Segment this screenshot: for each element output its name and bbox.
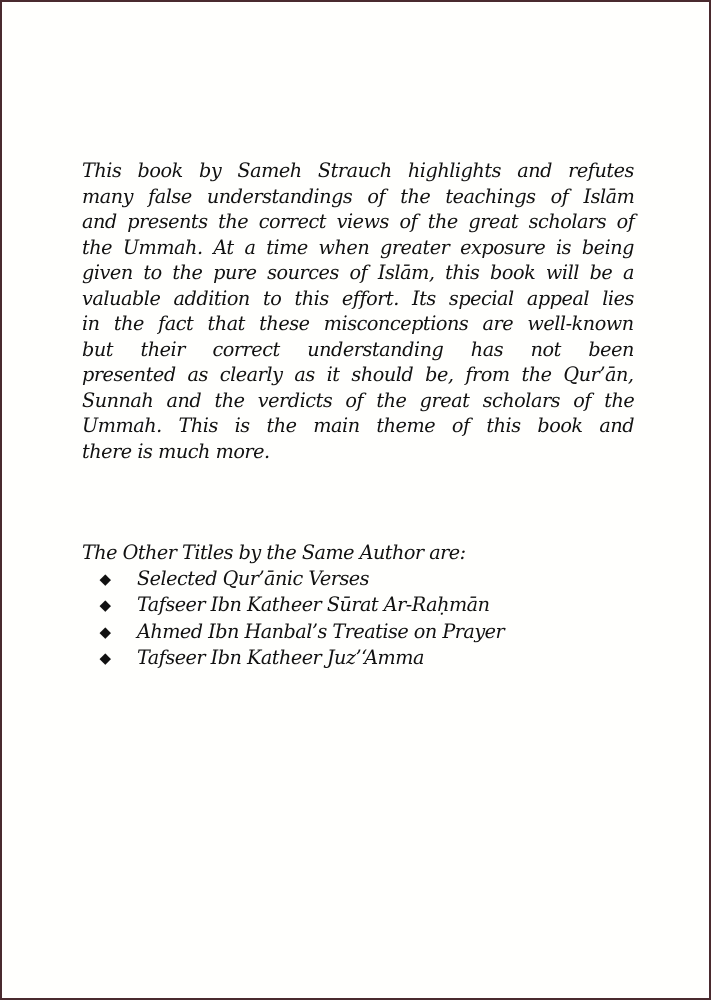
title-list-item [98, 566, 504, 592]
other-titles-heading: The Other Titles by the Same Author are: [82, 541, 466, 564]
description-line: many false understandings of the teachings of Islām [82, 184, 635, 208]
title-list-item [98, 619, 504, 645]
description-line: the Ummah. At a time when greater exposure is being [82, 235, 635, 259]
description-line: valuable addition to this effort. Its special appeal lies [82, 286, 634, 310]
title-list-item [98, 645, 504, 671]
title-name: Tafseer Ibn Katheer Sūrat Ar-Raḥmān [137, 593, 490, 617]
book-description-paragraph [82, 158, 634, 464]
description-line: presented as clearly as it should be, from the Qur’ān, [82, 363, 634, 386]
diamond-bullet-icon: ◆ [99, 648, 111, 667]
description-line: in the fact that these misconceptions are well-known [82, 312, 634, 335]
title-list-item [98, 592, 504, 618]
other-titles-list [98, 566, 504, 671]
title-name: Ahmed Ibn Hanbal’s Treatise on Prayer [137, 619, 505, 643]
page-edge-gap [706, 2, 709, 998]
description-line: Sunnah and the verdicts of the great scholars of the [82, 388, 635, 412]
diamond-bullet-icon: ◆ [99, 570, 111, 588]
title-name: Selected Qur’ānic Verses [137, 567, 369, 590]
title-name: Tafseer Ibn Katheer Juz’‘Amma [137, 645, 424, 669]
diamond-bullet-icon: ◆ [99, 622, 111, 641]
description-line: and presents the correct views of the great scholars of [82, 210, 635, 233]
description-line: but their correct understanding has not been [82, 337, 634, 361]
description-line: given to the pure sources of Islām, this book will be a [82, 261, 634, 284]
description-line: This book by Sameh Strauch highlights and refutes [82, 159, 634, 182]
diamond-bullet-icon: ◆ [99, 596, 111, 615]
description-line: Ummah. This is the main theme of this book and [82, 414, 635, 437]
description-line: there is much more. [82, 439, 270, 463]
